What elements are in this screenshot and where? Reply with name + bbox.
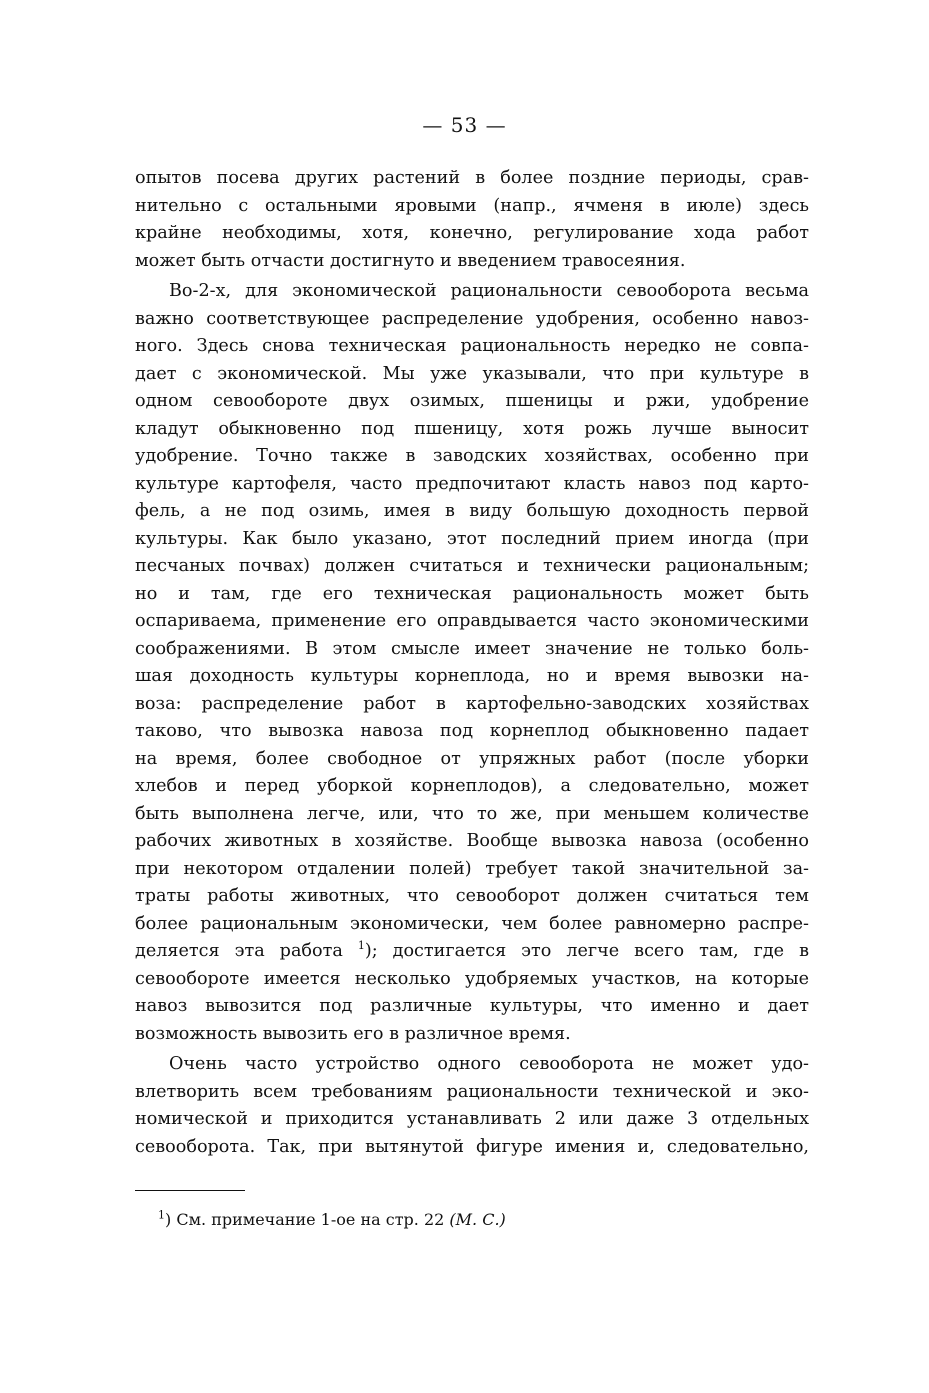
text-line: может быть отчасти достигнуто и введением травосеяния. [135, 250, 686, 271]
footnote-marker[interactable]: 1 [357, 939, 365, 953]
text-line: ного. Здесь снова техническая рациональность нередко не совпа- [135, 336, 809, 356]
text-line: песчаных почвах) должен считаться и технически рациональным; [135, 556, 809, 576]
footnote-attribution-text: (М. С.) [449, 1210, 506, 1229]
text-line: номической и приходится устанавливать 2 или даже 3 отдельных [135, 1109, 809, 1129]
text-line: соображениями. В этом смысле имеет значение не только боль- [135, 638, 809, 659]
text-line: воза: распределение работ в картофельно-заводских хозяйствах [135, 693, 809, 714]
text-line: крайне необходимы, хотя, конечно, регулирование хода работ [135, 223, 809, 243]
text-segment: деляется эта работа [135, 941, 343, 961]
text-line: но и там, где его техническая рациональность может быть [135, 583, 809, 604]
text-segment: ); достигается это легче всего там, где в [364, 941, 809, 961]
text-line: навоз вывозится под различные культуры, что именно и дает [135, 996, 809, 1016]
text-line: при некотором отдалении полей) требует такой значительной за- [135, 858, 809, 879]
footnote-attribution [449, 1210, 505, 1229]
text-line: на время, более свободное от упряжных работ (после уборки [135, 748, 809, 769]
page-number: — 53 — [422, 113, 507, 137]
text-line: хлебов и перед уборкой корнеплодов), а следовательно, может [135, 776, 809, 796]
text-line: Очень часто устройство одного севооборота не может удо- [169, 1054, 809, 1074]
text-line: удобрение. Точно также в заводских хозяйствах, особенно при [135, 446, 809, 466]
text-line: кладут обыкновенно под пшеницу, хотя рожь лучше выносит [135, 418, 809, 439]
text-line: культуры. Как было указано, этот последний прием иногда (при [135, 528, 809, 549]
text-line: дает с экономической. Мы уже указывали, что при культуре в [135, 363, 809, 384]
footnote-divider [135, 1190, 245, 1191]
text-line: Во-2-х, для экономической рациональности севооборота весьма [169, 281, 809, 301]
text-line: шая доходность культуры корнеплода, но и время вывозки на- [135, 666, 809, 686]
text-line: нительно с остальными яровыми (напр., ячменя в июле) здесь [135, 195, 809, 216]
text-line: опытов посева других растений в более поздние периоды, срав- [135, 168, 809, 188]
text-line: рабочих животных в хозяйстве. Вообще вывозка навоза (особенно [135, 831, 809, 851]
text-line-with-footnote [135, 938, 809, 966]
text-line: быть выполнена легче, или, что то же, при меньшем количестве [135, 803, 809, 824]
text-line: возможность вывозить его в различное время. [135, 1023, 571, 1044]
footnote-number: 1 [158, 1208, 165, 1222]
text-line: одном севообороте двух озимых, пшеницы и ржи, удобрение [135, 391, 809, 411]
text-line: культуре картофеля, часто предпочитают класть навоз под карто- [135, 473, 809, 494]
text-line: оспариваема, применение его оправдывается часто экономическими [135, 611, 809, 631]
text-line: важно соответствующее распределение удобрения, особенно навоз- [135, 308, 809, 329]
footnote [158, 1208, 506, 1232]
body-text [135, 165, 809, 1161]
footnote-text: ) См. примечание 1-ое на стр. 22 [165, 1210, 450, 1229]
text-line: траты работы животных, что севооборот должен считаться тем [135, 886, 809, 906]
text-line: таково, что вывозка навоза под корнеплод обыкновенно падает [135, 721, 809, 741]
text-line: влетворить всем требованиям рациональности технической и эко- [135, 1081, 809, 1102]
text-line: севооборота. Так, при вытянутой фигуре имения и, следовательно, [135, 1136, 809, 1157]
text-line: фель, а не под озимь, имея в виду большую доходность первой [135, 501, 809, 521]
text-line: более рациональным экономически, чем более равномерно распре- [135, 913, 809, 934]
text-line: севообороте имеется несколько удобряемых участков, на которые [135, 968, 809, 989]
